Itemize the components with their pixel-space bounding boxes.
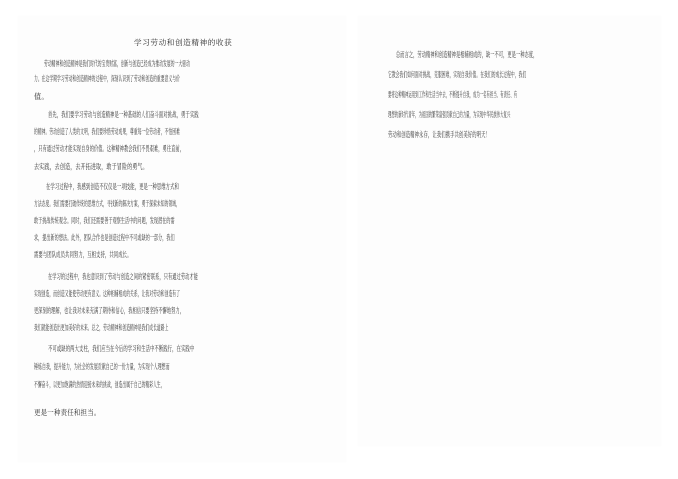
essay-line: 值。 <box>34 92 49 101</box>
essay-line: 要将这种精神运用到工作和生活当中去，不断提升自我，成为一名有担当、有责任、有 <box>388 90 518 99</box>
left-document-page <box>18 16 346 462</box>
essay-line: 求，提出新的想法。此外，团队合作也是创造过程中不可或缺的一部分，我们 <box>34 233 175 242</box>
essay-line: 劳动精神和创造精神是我们时代的宝贵财富，创新与创造已经成为推动发展的一大驱动 <box>44 59 190 68</box>
essay-line: 的精神。劳动创造了人类的文明，我们要珍惜劳动成果，尊重每一位劳动者，不怕困难 <box>34 127 180 136</box>
essay-line: 不懈奋斗，以更加饱满的热情迎接未来的挑战，创造出属于自己的精彩人生， <box>34 380 165 389</box>
essay-line: 我们就能创造出更加美好的未来。总之，劳动精神和创造精神是我们成长道路上 <box>34 323 169 332</box>
essay-line: ，只有通过劳动才能实现自身的价值。这种精神教会我们不畏艰难，勇往直前， <box>34 144 184 153</box>
essay-line: 总而言之，劳动精神和创造精神是相辅相成的，缺一不可，更是一种态度， <box>396 50 538 59</box>
essay-line: 需要与团队成员共同努力，互相支持，共同成长。 <box>34 250 132 259</box>
essay-line: 劳动和创造精神永存，让我们携手共创美好的明天！ <box>388 130 490 139</box>
essay-title: 学习劳动和创造精神的收获 <box>134 38 233 47</box>
essay-line: 在学习过程中，我感到创造不仅仅是一项技能，更是一种思维方式和 <box>46 182 179 191</box>
essay-line: 首先，我们要学习劳动与创造精神是一种基础的人们奋斗面对挑战，勇于实践 <box>48 110 199 119</box>
essay-line: 去实践，去创造，去开拓进取，敢于冒险的勇气。 <box>34 162 148 171</box>
essay-line: 方法态度。我们需要打破传统的思维方式，寻找新的解决方案，勇于探索未知的领域， <box>34 199 180 208</box>
essay-line: 力。在这学期学习劳动和创造精神的过程中，深刻认识到了劳动和创造的重要意义与价 <box>34 74 180 83</box>
essay-line: 敢于挑战传统观念。同时，我们还需要善于观察生活中的问题，发现潜在的需 <box>34 216 175 225</box>
essay-line: 更深刻的理解，也让我对未来充满了期待和信心，我相信只要坚持不懈地努力， <box>34 306 184 315</box>
essay-line: 在学习的过程中，我也意识到了劳动与创造之间的紧密联系，只有通过劳动才能 <box>48 272 198 281</box>
essay-line: 不可或缺的两大支柱，我们应当在今后的学习和生活中不断践行，在实践中 <box>48 344 195 353</box>
essay-line: 更是一种责任和担当。 <box>34 408 101 417</box>
essay-line: 实现创造，而创造又能使劳动更有意义。这种相辅相成的关系，让我对劳动和创造有了 <box>34 289 180 298</box>
right-document-page <box>358 16 661 446</box>
essay-line: 它教会我们如何面对挑战，克服困难，实现自我价值。在我们的成长过程中，我们 <box>388 70 527 79</box>
essay-line: 锤炼自我，提升能力，为社会的发展贡献自己的一份力量，为实现个人理想而 <box>34 362 170 371</box>
essay-line: 理想的新时代青年，为祖国的繁荣富强贡献自己的力量，为实现中华民族伟大复兴 <box>388 110 511 119</box>
